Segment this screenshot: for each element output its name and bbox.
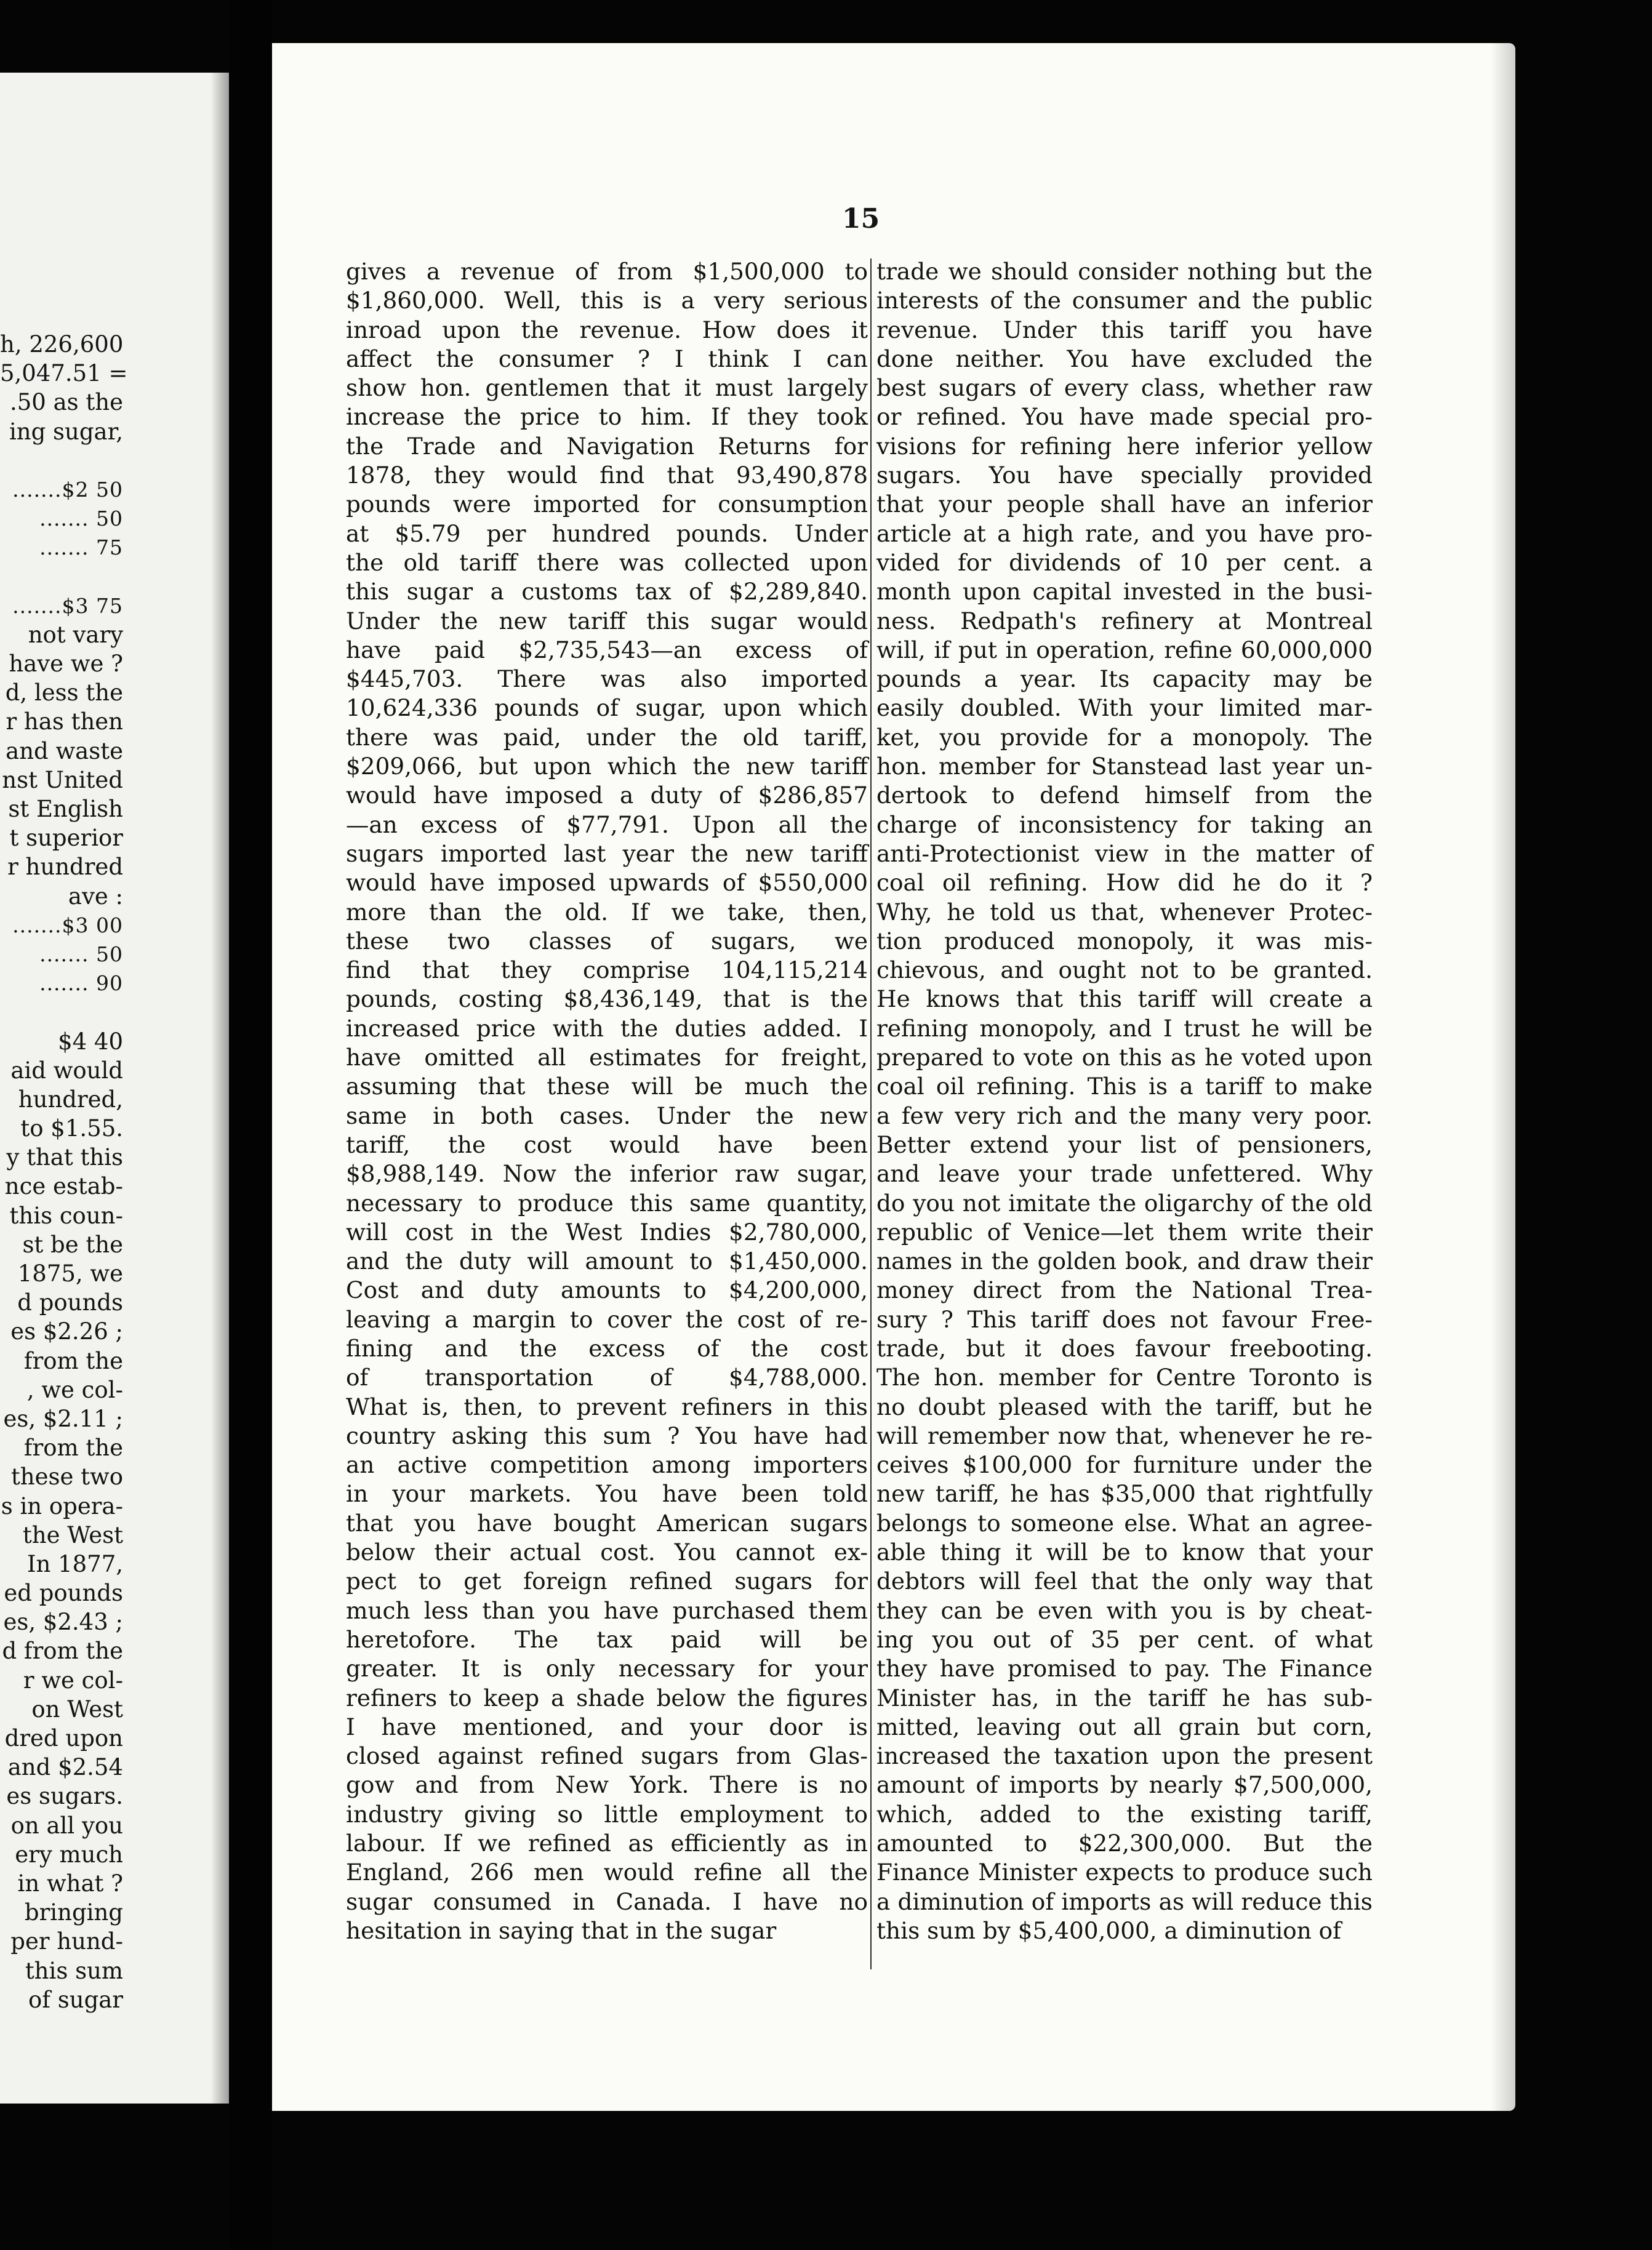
- text-line: they can be even with you is by cheat-: [876, 1596, 1373, 1624]
- fragment-line: $4 40: [58, 1028, 123, 1055]
- text-line: $445,703. There was also imported: [346, 665, 868, 693]
- text-line: or refined. You have made special pro-: [876, 403, 1373, 431]
- fragment-line: In 1877,: [26, 1550, 123, 1577]
- text-line: closed against refined sugars from Glas-: [346, 1742, 868, 1770]
- text-column-right: [876, 257, 1373, 1945]
- fragment-line: 5,047.51 =: [0, 360, 128, 387]
- text-line: leaving a margin to cover the cost of re-: [346, 1305, 868, 1333]
- text-line: easily doubled. With your limited mar-: [876, 694, 1373, 722]
- text-line: Cost and duty amounts to $4,200,000,: [346, 1276, 868, 1304]
- text-line: able thing it will be to know that your: [876, 1539, 1373, 1566]
- text-line: sugars imported last year the new tariff: [346, 839, 868, 867]
- text-line: coal oil refining. This is a tariff to make: [876, 1073, 1373, 1100]
- text-line: The hon. member for Centre Toronto is: [876, 1364, 1373, 1391]
- fragment-line: y that this: [6, 1144, 123, 1171]
- text-line: Better extend your list of pensioners,: [876, 1131, 1373, 1158]
- text-line: pounds, costing $8,436,149, that is the: [346, 985, 868, 1013]
- fragment-line: es $2.26 ;: [10, 1318, 123, 1345]
- text-line: Under the new tariff this sugar would: [346, 607, 868, 635]
- fragment-line: es sugars.: [6, 1783, 123, 1810]
- text-line: the old tariff there was collected upon: [346, 548, 868, 576]
- fragment-line: not vary: [28, 621, 123, 648]
- text-line: will remember now that, whenever he re-: [876, 1422, 1373, 1449]
- text-line: —an excess of $77,791. Upon all the: [346, 811, 868, 838]
- fragment-line: in what ?: [17, 1870, 123, 1897]
- text-line: charge of inconsistency for taking an: [876, 811, 1373, 838]
- fragment-line: r has then: [6, 708, 123, 735]
- text-line: which, added to the existing tariff,: [876, 1800, 1373, 1828]
- text-line: prepared to vote on this as he voted upon: [876, 1044, 1373, 1071]
- fragment-line: .......$3 00: [12, 913, 123, 937]
- text-line: trade, but it does favour freebooting.: [876, 1334, 1373, 1362]
- text-line: necessary to produce this same quantity,: [346, 1189, 868, 1217]
- fragment-line: have we ?: [9, 651, 123, 678]
- text-line: money direct from the National Trea-: [876, 1276, 1373, 1304]
- fragment-line: .50 as the: [9, 389, 123, 416]
- text-line: belongs to someone else. What an agree-: [876, 1509, 1373, 1537]
- fragment-line: nst United: [2, 766, 123, 793]
- fragment-line: .......$3 75: [12, 593, 123, 618]
- text-line: industry giving so little employment to: [346, 1800, 868, 1828]
- fragment-line: [0, 446, 123, 475]
- text-line: amount of imports by nearly $7,500,000,: [876, 1771, 1373, 1799]
- fragment-line: and waste: [6, 737, 123, 764]
- fragment-line: to $1.55.: [20, 1115, 123, 1142]
- text-line: chievous, and ought not to be granted.: [876, 956, 1373, 984]
- text-line: and leave your trade unfettered. Why: [876, 1160, 1373, 1188]
- fragment-line: t superior: [9, 825, 123, 852]
- text-line: article at a high rate, and you have pro-: [876, 519, 1373, 547]
- fragment-line: ave :: [68, 883, 123, 910]
- text-line: pect to get foreign refined sugars for: [346, 1567, 868, 1595]
- text-line: $8,988,149. Now the inferior raw sugar,: [346, 1160, 868, 1188]
- left-page-text: [0, 330, 128, 2014]
- fragment-line: r hundred: [7, 854, 123, 881]
- text-line: done neither. You have excluded the: [876, 345, 1373, 372]
- text-line: England, 266 men would refine all the: [346, 1859, 868, 1886]
- fragment-line: ed pounds: [4, 1580, 123, 1607]
- text-line: gives a revenue of from $1,500,000 to: [346, 258, 868, 285]
- text-line: would have imposed a duty of $286,857: [346, 782, 868, 809]
- text-line: much less than you have purchased them: [346, 1596, 868, 1624]
- text-line: ket, you provide for a monopoly. The: [876, 723, 1373, 751]
- fragment-line: per hund-: [10, 1928, 123, 1955]
- fragment-line: h, 226,600: [0, 331, 124, 358]
- fragment-line: from the: [23, 1435, 123, 1462]
- text-line: no doubt pleased with the tariff, but he: [876, 1393, 1373, 1420]
- text-line: increased the taxation upon the present: [876, 1742, 1373, 1770]
- text-line: sugar consumed in Canada. I have no: [346, 1888, 868, 1915]
- text-line: increased price with the duties added. I: [346, 1014, 868, 1042]
- text-line: will, if put in operation, refine 60,000,000: [876, 636, 1373, 663]
- text-line: Finance Minister expects to produce such: [876, 1859, 1373, 1886]
- text-line: and the duty will amount to $1,450,000.: [346, 1247, 868, 1275]
- gutter-shadow: [211, 73, 229, 2104]
- fragment-line: [0, 562, 123, 591]
- text-line: 10,624,336 pounds of sugar, upon which: [346, 694, 868, 722]
- text-line: 1878, they would find that 93,490,878: [346, 462, 868, 489]
- text-line: He knows that this tariff will create a: [876, 985, 1373, 1013]
- fragment-line: ing sugar,: [9, 418, 123, 445]
- text-line: at $5.79 per hundred pounds. Under: [346, 519, 868, 547]
- text-line: this sum by $5,400,000, a diminution of: [876, 1916, 1342, 1944]
- left-page-fragment: [0, 73, 229, 2104]
- text-line: revenue. Under this tariff you have: [876, 316, 1373, 343]
- text-line: tariff, the cost would have been: [346, 1131, 868, 1158]
- text-line: an active competition among importers: [346, 1451, 868, 1479]
- fragment-line: s in opera-: [1, 1492, 123, 1519]
- text-line: assuming that these will be much the: [346, 1073, 868, 1100]
- text-line: country asking this sum ? You have had: [346, 1422, 868, 1449]
- text-line: pounds were imported for consumption: [346, 490, 868, 518]
- text-line: mitted, leaving out all grain but corn,: [876, 1713, 1373, 1740]
- fragment-line: ery much: [15, 1841, 123, 1868]
- text-line: affect the consumer ? I think I can: [346, 345, 868, 372]
- text-line: hon. member for Stanstead last year un-: [876, 753, 1373, 780]
- fragment-line: st be the: [22, 1231, 123, 1258]
- fragment-line: ....... 75: [39, 535, 123, 560]
- text-line: coal oil refining. How did he do it ?: [876, 869, 1373, 897]
- text-line: have paid $2,735,543—an excess of: [346, 636, 868, 663]
- text-line: anti-Protectionist view in the matter of: [876, 839, 1373, 867]
- text-line: the Trade and Navigation Returns for: [346, 432, 868, 460]
- column-rule: [870, 258, 872, 1969]
- text-line: labour. If we refined as efficiently as in: [346, 1830, 868, 1857]
- fragment-line: hundred,: [18, 1086, 123, 1113]
- text-line: increase the price to him. If they took: [346, 403, 868, 431]
- text-line: hesitation in saying that in the sugar: [346, 1916, 777, 1944]
- text-line: names in the golden book, and draw their: [876, 1247, 1373, 1275]
- fragment-line: 1875, we: [17, 1260, 123, 1287]
- text-line: republic of Venice—let them write their: [876, 1218, 1373, 1246]
- text-line: fining and the excess of the cost: [346, 1334, 868, 1362]
- text-line: Why, he told us that, whenever Protec-: [876, 898, 1373, 926]
- text-column-left: [346, 257, 868, 1945]
- text-line: vided for dividends of 10 per cent. a: [876, 548, 1373, 576]
- fragment-line: es, $2.43 ;: [3, 1609, 123, 1636]
- fragment-line: on all you: [10, 1812, 123, 1839]
- text-line: new tariff, he has $35,000 that rightfully: [876, 1480, 1373, 1508]
- text-line: they have promised to pay. The Finance: [876, 1655, 1373, 1683]
- fragment-line: es, $2.11 ;: [3, 1405, 123, 1432]
- text-line: of transportation of $4,788,000.: [346, 1364, 868, 1391]
- text-line: visions for refining here inferior yellow: [876, 432, 1373, 460]
- text-line: this sugar a customs tax of $2,289,840.: [346, 578, 868, 606]
- fragment-line: of sugar: [28, 1986, 123, 2013]
- fragment-line: , we col-: [26, 1376, 123, 1403]
- text-line: trade we should consider nothing but the: [876, 258, 1373, 285]
- text-line: sury ? This tariff does not favour Free-: [876, 1305, 1373, 1333]
- text-line: I have mentioned, and your door is: [346, 1713, 868, 1740]
- fragment-line: st English: [8, 796, 123, 822]
- fragment-line: [0, 998, 123, 1027]
- fragment-line: r we col-: [23, 1667, 123, 1694]
- fragment-line: aid would: [10, 1057, 123, 1084]
- text-line: dertook to defend himself from the: [876, 782, 1373, 809]
- text-line: tion produced monopoly, it was mis-: [876, 927, 1373, 955]
- fragment-line: these two: [10, 1463, 123, 1491]
- fragment-line: nce estab-: [4, 1173, 123, 1200]
- page-number: 15: [842, 203, 880, 234]
- text-line: do you not imitate the oligarchy of the old: [876, 1189, 1373, 1217]
- text-line: a few very rich and the many very poor.: [876, 1102, 1373, 1129]
- fragment-line: on West: [31, 1696, 123, 1723]
- text-line: that you have bought American sugars: [346, 1509, 868, 1537]
- text-line: greater. It is only necessary for your: [346, 1655, 868, 1683]
- fragment-line: bringing: [24, 1899, 123, 1926]
- text-line: sugars. You have specially provided: [876, 462, 1373, 489]
- text-line: ness. Redpath's refinery at Montreal: [876, 607, 1373, 635]
- fragment-line: ....... 50: [39, 942, 123, 966]
- text-line: interests of the consumer and the public: [876, 287, 1373, 314]
- text-line: What is, then, to prevent refiners in this: [346, 1393, 868, 1420]
- fragment-line: the West: [22, 1521, 123, 1548]
- text-line: these two classes of sugars, we: [346, 927, 868, 955]
- text-line: amounted to $22,300,000. But the: [876, 1830, 1373, 1857]
- text-line: in your markets. You have been told: [346, 1480, 868, 1508]
- fragment-line: dred upon: [4, 1725, 123, 1752]
- text-line: refining monopoly, and I trust he will be: [876, 1014, 1373, 1042]
- text-line: ing you out of 35 per cent. of what: [876, 1625, 1373, 1653]
- text-line: have omitted all estimates for freight,: [346, 1044, 868, 1071]
- text-line: find that they comprise 104,115,214: [346, 956, 868, 984]
- text-line: below their actual cost. You cannot ex-: [346, 1539, 868, 1566]
- text-line: refiners to keep a shade below the figures: [346, 1684, 868, 1712]
- fragment-line: this sum: [25, 1957, 123, 1984]
- fragment-line: ....... 50: [39, 506, 123, 531]
- fragment-line: this coun-: [9, 1202, 123, 1229]
- text-line: month upon capital invested in the busi-: [876, 578, 1373, 606]
- text-line: a diminution of imports as will reduce this: [876, 1888, 1373, 1915]
- fragment-line: d, less the: [5, 679, 123, 707]
- fragment-line: d from the: [2, 1638, 123, 1665]
- text-line: best sugars of every class, whether raw: [876, 374, 1373, 402]
- page-gap: [229, 0, 272, 2250]
- text-line: will cost in the West Indies $2,780,000,: [346, 1218, 868, 1246]
- text-line: debtors will feel that the only way that: [876, 1567, 1373, 1595]
- text-line: heretofore. The tax paid will be: [346, 1625, 868, 1653]
- text-line: pounds a year. Its capacity may be: [876, 665, 1373, 693]
- text-line: show hon. gentlemen that it must largely: [346, 374, 868, 402]
- text-line: that your people shall have an inferior: [876, 490, 1373, 518]
- fragment-line: d pounds: [17, 1289, 123, 1316]
- fragment-line: from the: [23, 1347, 123, 1374]
- fragment-line: and $2.54: [7, 1754, 123, 1781]
- text-line: would have imposed upwards of $550,000: [346, 869, 868, 897]
- text-line: same in both cases. Under the new: [346, 1102, 868, 1129]
- text-line: Minister has, in the tariff he has sub-: [876, 1684, 1373, 1712]
- text-line: more than the old. If we take, then,: [346, 898, 868, 926]
- text-line: $1,860,000. Well, this is a very serious: [346, 287, 868, 314]
- text-line: there was paid, under the old tariff,: [346, 723, 868, 751]
- text-line: ceives $100,000 for furniture under the: [876, 1451, 1373, 1479]
- page-edge-shadow: [1491, 43, 1515, 2111]
- text-line: gow and from New York. There is no: [346, 1771, 868, 1799]
- fragment-line: .......$2 50: [12, 477, 123, 502]
- text-line: inroad upon the revenue. How does it: [346, 316, 868, 343]
- text-line: $209,066, but upon which the new tariff: [346, 753, 868, 780]
- fragment-line: ....... 90: [39, 971, 123, 996]
